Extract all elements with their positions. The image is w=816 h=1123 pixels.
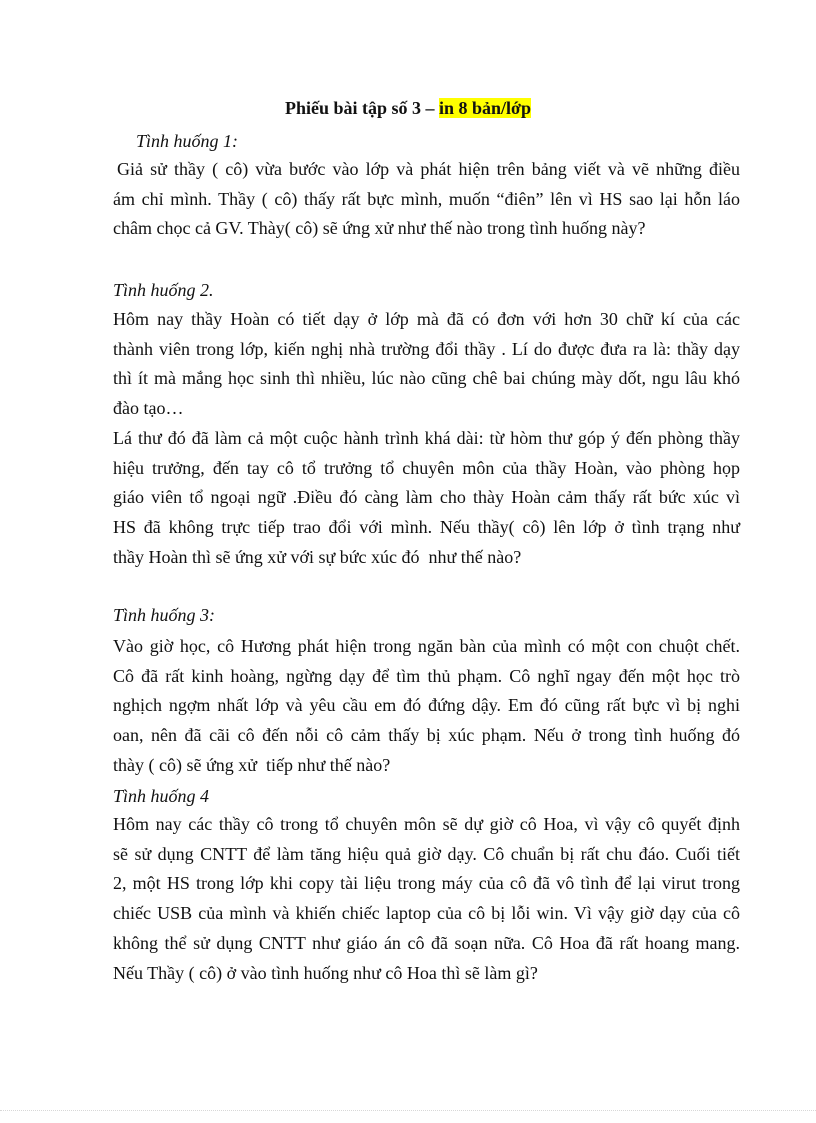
situation-4-text [113,810,740,988]
situation-2-text [113,305,740,572]
situation-1-line-3: châm chọc cả GV. Thày( cô) sẽ ứng xử như thế nào trong tình huống này? [113,218,646,239]
situation-2-line-9: thầy Hoàn thì sẽ ứng xử với sự bức xúc đó như thế nào? [113,546,522,567]
situation-4-line-1: Hôm nay các thầy cô trong tổ chuyên môn sẽ dự giờ cô Hoa, vì vậy cô quyết định [113,814,740,834]
situation-4-line-5: không thể sử dụng CNTT như giáo án cô đã soạn nữa. Cô Hoa đã rất hoang mang. [113,932,740,953]
situation-2-line-3: thì ít mà mắng học sinh thì nhiều, lúc nào cũng chê bai chúng mày dốt, ngu lâu khó [113,368,740,389]
page-bottom-divider [0,1110,816,1111]
situation-1-text [113,155,740,244]
title-highlight: in 8 bản/lớp [439,98,532,118]
title-main: Phiếu bài tập số 3 – [284,98,439,118]
situation-4-line-2: sẽ sử dụng CNTT để làm tăng hiệu quả giờ dạy. Cô chuẩn bị rất chu đáo. Cuối tiết [113,843,740,864]
situation-3-text [113,632,740,781]
situation-2-line-4: đào tạo… [113,398,184,419]
situation-3-line-5: thày ( cô) sẽ ứng xử tiếp như thế nào? [113,754,391,775]
situation-3-line-2: Cô đã rất kinh hoàng, ngừng dạy để tìm thủ phạm. Cô nghĩ ngay đến một học trò [113,665,740,686]
situation-4-line-4: chiếc USB của mình và khiến chiếc laptop của cô bị lỗi win. Vì vậy giờ dạy của cô [113,903,740,924]
situation-3-line-4: oan, nên đã cãi cô đến nỗi cô cảm thấy bị xúc phạm. Nếu ở trong tình huống đó [113,725,740,746]
situation-2-line-5: Lá thư đó đã làm cả một cuộc hành trình khá dài: từ hòm thư góp ý đến phòng thầy [113,427,740,448]
situation-2-line-2: thành viên trong lớp, kiến nghị nhà trường đổi thầy . Lí do được đưa ra là: thầy dạy [113,338,740,359]
situation-1-heading: Tình huống 1: [136,131,239,151]
situation-2-heading: Tình huống 2. [113,280,214,300]
situation-4-heading: Tình huống 4 [113,786,210,806]
situation-2-line-8: HS đã không trực tiếp trao đổi với mình. Nếu thầy( cô) lên lớp ở tình trạng như [113,516,740,537]
situation-2-line-1: Hôm nay thầy Hoàn có tiết dạy ở lớp mà đã có đơn với hơn 30 chữ kí của các [113,309,740,329]
situation-1-line-2: ám chỉ mình. Thầy ( cô) thấy rất bực mình, muốn “điên” lên vì HS sao lại hỗn láo [113,188,740,209]
situation-4-line-3: 2, một HS trong lớp khi copy tài liệu trong máy của cô đã vô tình để lại virut trong [113,873,740,894]
situation-3-heading: Tình huống 3: [113,605,216,625]
situation-2-line-7: giáo viên tổ ngoại ngữ .Điều đó càng làm cho thày Hoàn cảm thấy rất bức xúc vì [113,487,740,508]
situation-3-line-1: Vào giờ học, cô Hương phát hiện trong ngăn bàn của mình có một con chuột chết. [113,636,740,656]
situation-2-line-6: hiệu trưởng, đến tay cô tổ trưởng tổ chuyên môn của thầy Hoàn, vào phòng họp [113,457,740,478]
page-title [0,96,816,120]
situation-3-line-3: nghịch ngợm nhất lớp và yêu cầu em đó đứng dậy. Em đó cũng rất bực vì bị nghi [113,695,740,716]
situation-1-line-1: Giả sử thầy ( cô) vừa bước vào lớp và phát hiện trên bảng viết và vẽ những điều [117,159,740,179]
situation-4-line-6: Nếu Thầy ( cô) ở vào tình huống như cô Hoa thì sẽ làm gì? [113,962,538,983]
